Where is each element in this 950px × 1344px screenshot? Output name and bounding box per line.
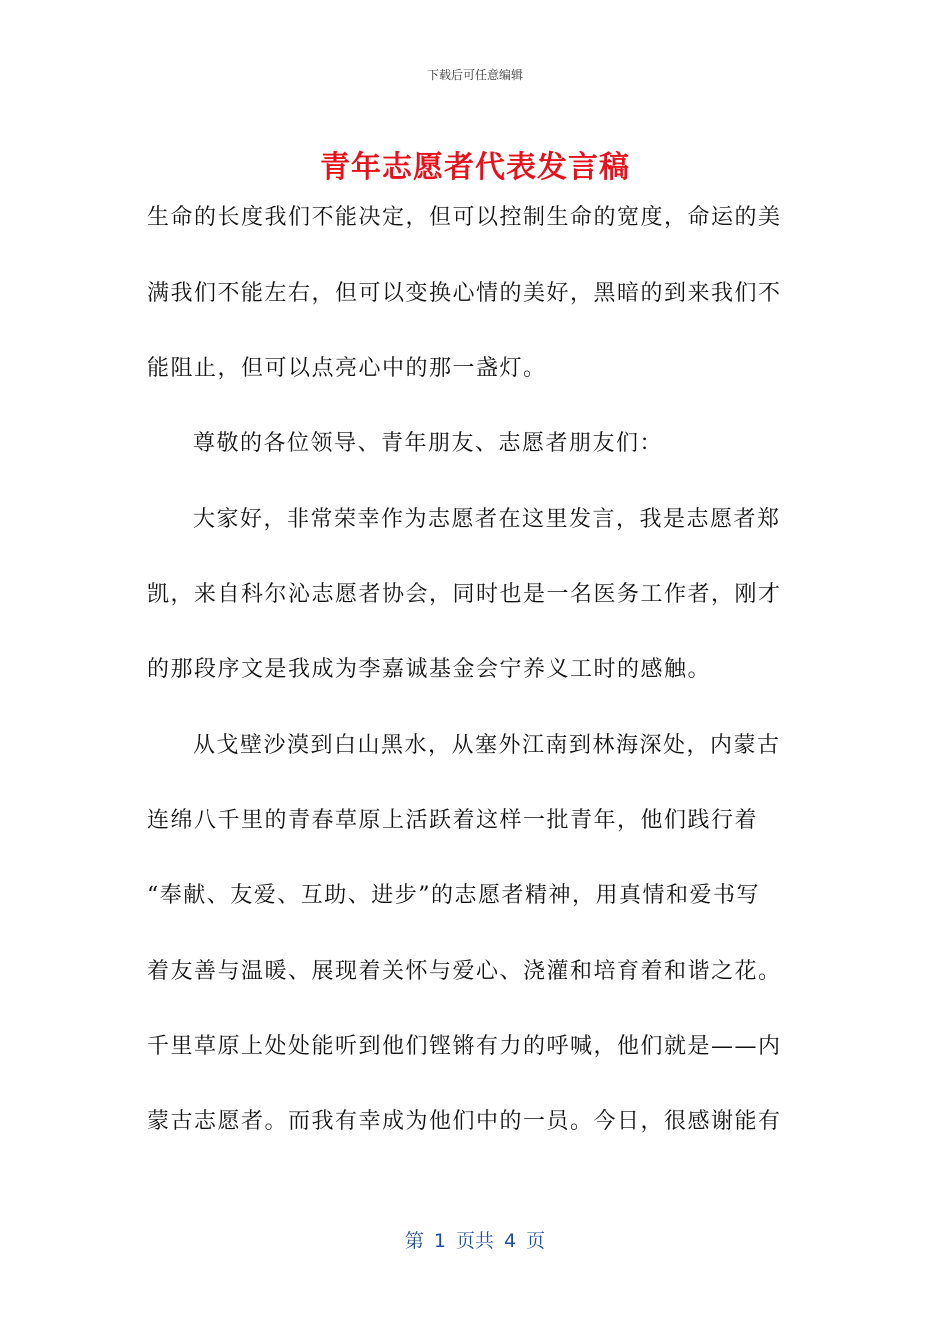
salutation-line: 尊敬的各位领导、青年朋友、志愿者朋友们： bbox=[193, 431, 664, 456]
text-line: 生命的长度我们不能决定，但可以控制生命的宽度，命运的美 bbox=[147, 205, 782, 230]
text-line: “奉献、友爱、互助、进步”的志愿者精神，用真情和爱书写 bbox=[147, 883, 760, 908]
text-line: 大家好，非常荣幸作为志愿者在这里发言，我是志愿者郑 bbox=[193, 507, 781, 532]
text-line: 蒙古志愿者。而我有幸成为他们中的一员。今日，很感谢能有 bbox=[147, 1109, 782, 1134]
text-line: 从戈壁沙漠到白山黑水，从塞外江南到林海深处，内蒙古 bbox=[193, 733, 781, 758]
header-note: 下载后可任意编辑 bbox=[426, 68, 523, 82]
text-line: 能阻止，但可以点亮心中的那一盏灯。 bbox=[147, 356, 547, 381]
text-line: 着友善与温暖、展现着关怀与爱心、浇灌和培育着和谐之花。 bbox=[147, 959, 782, 984]
text-line: 的那段序文是我成为李嘉诚基金会宁养义工时的感触。 bbox=[147, 657, 712, 682]
text-line: 凯，来自科尔沁志愿者协会，同时也是一名医务工作者，刚才 bbox=[147, 582, 782, 607]
text-line: 连绵八千里的青春草原上活跃着这样一批青年，他们践行着 bbox=[147, 808, 759, 833]
text-line: 千里草原上处处能听到他们铿锵有力的呼喊，他们就是——内 bbox=[147, 1034, 782, 1059]
page-number-footer: 第 1 页共 4 页 bbox=[404, 1230, 546, 1252]
document-title: 青年志愿者代表发言稿 bbox=[320, 150, 630, 185]
text-line: 满我们不能左右，但可以变换心情的美好，黑暗的到来我们不 bbox=[147, 281, 782, 306]
